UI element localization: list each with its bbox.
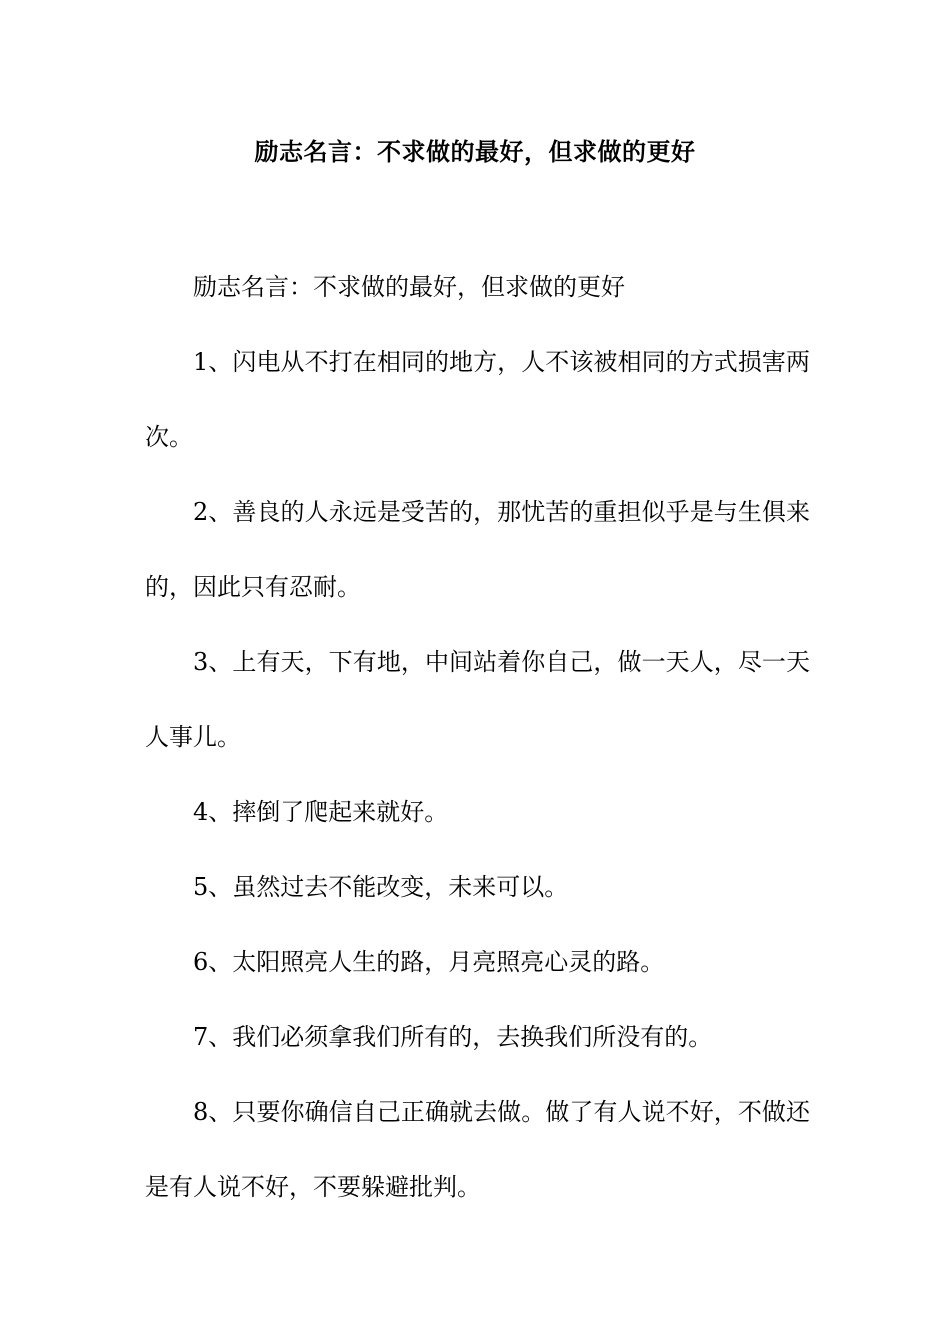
quote-paragraph-6: 6、太阳照亮人生的路，月亮照亮心灵的路。 [193,948,665,976]
quote-paragraph-7: 7、我们必须拿我们所有的，去换我们所没有的。 [193,1023,713,1051]
quote-paragraph-8: 8、只要你确信自己正确就去做。做了有人说不好，不做还是有人说不好，不要躲避批判。 [145,1098,810,1201]
quote-paragraph-4: 4、摔倒了爬起来就好。 [193,798,449,826]
intro-paragraph: 励志名言：不求做的最好，但求做的更好 [193,273,625,301]
document-title: 励志名言：不求做的最好，但求做的更好 [254,137,696,166]
quote-paragraph-1: 1、闪电从不打在相同的地方，人不该被相同的方式损害两次。 [145,348,810,451]
quote-paragraph-2: 2、善良的人永远是受苦的，那忧苦的重担似乎是与生俱来的，因此只有忍耐。 [145,498,810,601]
document-body [145,250,810,1225]
quote-paragraph-3: 3、上有天，下有地，中间站着你自己，做一天人，尽一天人事儿。 [145,648,810,751]
quote-paragraph-5: 5、虽然过去不能改变，未来可以。 [193,873,569,901]
